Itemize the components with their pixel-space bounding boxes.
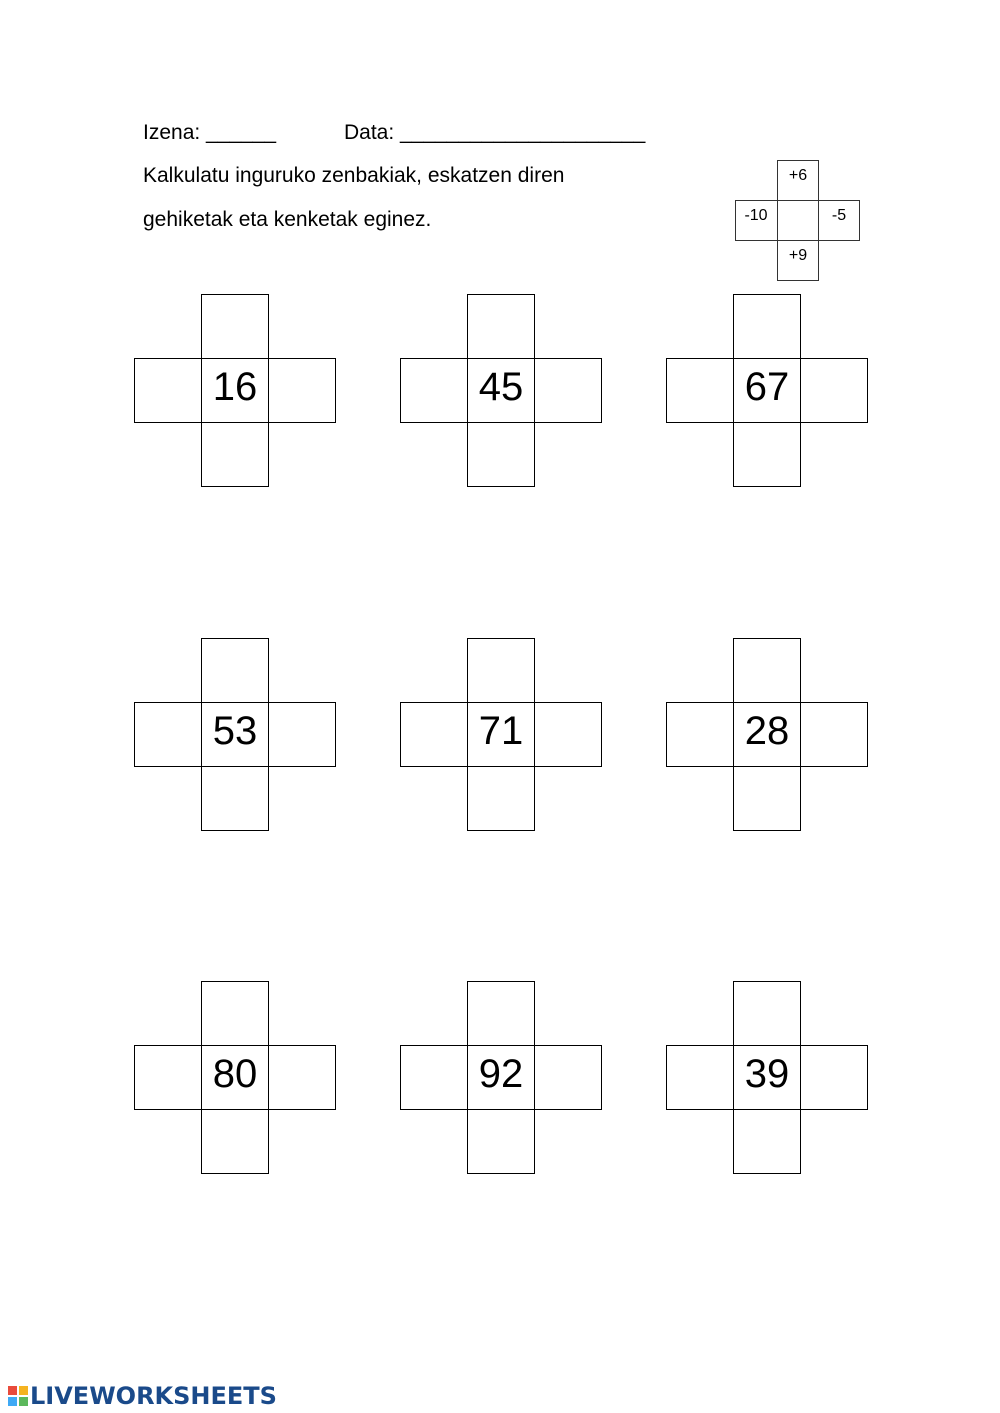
puzzle-right-cell[interactable] [268, 358, 336, 423]
puzzle-right-cell[interactable] [268, 1045, 336, 1110]
key-top-value: +6 [788, 167, 808, 184]
puzzle-center-number: 28 [744, 709, 790, 753]
puzzle-top-cell[interactable] [467, 981, 535, 1046]
puzzle-right-cell[interactable] [534, 358, 602, 423]
puzzle-center-number: 71 [478, 709, 524, 753]
puzzle-top-cell[interactable] [733, 981, 801, 1046]
puzzle-right-cell[interactable] [534, 1045, 602, 1110]
puzzle-center-number: 39 [744, 1052, 790, 1096]
puzzle-left-cell[interactable] [666, 358, 734, 423]
puzzle-center-number: 16 [212, 365, 258, 409]
puzzle-bottom-cell[interactable] [201, 766, 269, 831]
key-left-value: -10 [744, 207, 768, 224]
instruction-line-1: Kalkulatu inguruko zenbakiak, eskatzen diren [143, 164, 565, 187]
puzzle-top-cell[interactable] [201, 294, 269, 359]
puzzle-bottom-cell[interactable] [467, 1109, 535, 1174]
puzzle-top-cell[interactable] [467, 638, 535, 703]
puzzle-left-cell[interactable] [400, 1045, 468, 1110]
liveworksheets-mark-icon [8, 1386, 28, 1406]
puzzle-top-cell[interactable] [467, 294, 535, 359]
puzzle-right-cell[interactable] [534, 702, 602, 767]
key-right-value: -5 [831, 207, 847, 224]
name-field-label: Izena: ______ [143, 121, 277, 144]
puzzle-left-cell[interactable] [666, 702, 734, 767]
liveworksheets-logo [8, 1383, 277, 1409]
puzzle-bottom-cell[interactable] [201, 1109, 269, 1174]
puzzle-center-number: 67 [744, 365, 790, 409]
instruction-line-2: gehiketak eta kenketak eginez. [143, 208, 432, 231]
puzzle-top-cell[interactable] [733, 638, 801, 703]
puzzle-top-cell[interactable] [201, 638, 269, 703]
puzzle-top-cell[interactable] [201, 981, 269, 1046]
brand-name: LIVEWORKSHEETS [30, 1382, 277, 1410]
puzzle-bottom-cell[interactable] [467, 422, 535, 487]
puzzle-bottom-cell[interactable] [467, 766, 535, 831]
puzzle-left-cell[interactable] [400, 358, 468, 423]
puzzle-center-number: 53 [212, 709, 258, 753]
puzzle-right-cell[interactable] [800, 702, 868, 767]
puzzle-left-cell[interactable] [134, 358, 202, 423]
puzzle-left-cell[interactable] [666, 1045, 734, 1110]
puzzle-left-cell[interactable] [134, 702, 202, 767]
puzzle-center-number: 45 [478, 365, 524, 409]
puzzle-left-cell[interactable] [134, 1045, 202, 1110]
puzzle-top-cell[interactable] [733, 294, 801, 359]
date-field-label: Data: _____________________ [344, 121, 646, 144]
puzzle-right-cell[interactable] [800, 358, 868, 423]
puzzle-bottom-cell[interactable] [201, 422, 269, 487]
key-bottom-value: +9 [788, 247, 808, 264]
puzzle-center-number: 92 [478, 1052, 524, 1096]
puzzle-right-cell[interactable] [800, 1045, 868, 1110]
puzzle-center-number: 80 [212, 1052, 258, 1096]
puzzle-bottom-cell[interactable] [733, 1109, 801, 1174]
puzzle-bottom-cell[interactable] [733, 422, 801, 487]
puzzle-bottom-cell[interactable] [733, 766, 801, 831]
puzzle-right-cell[interactable] [268, 702, 336, 767]
puzzle-left-cell[interactable] [400, 702, 468, 767]
key-center-cell [777, 200, 819, 241]
